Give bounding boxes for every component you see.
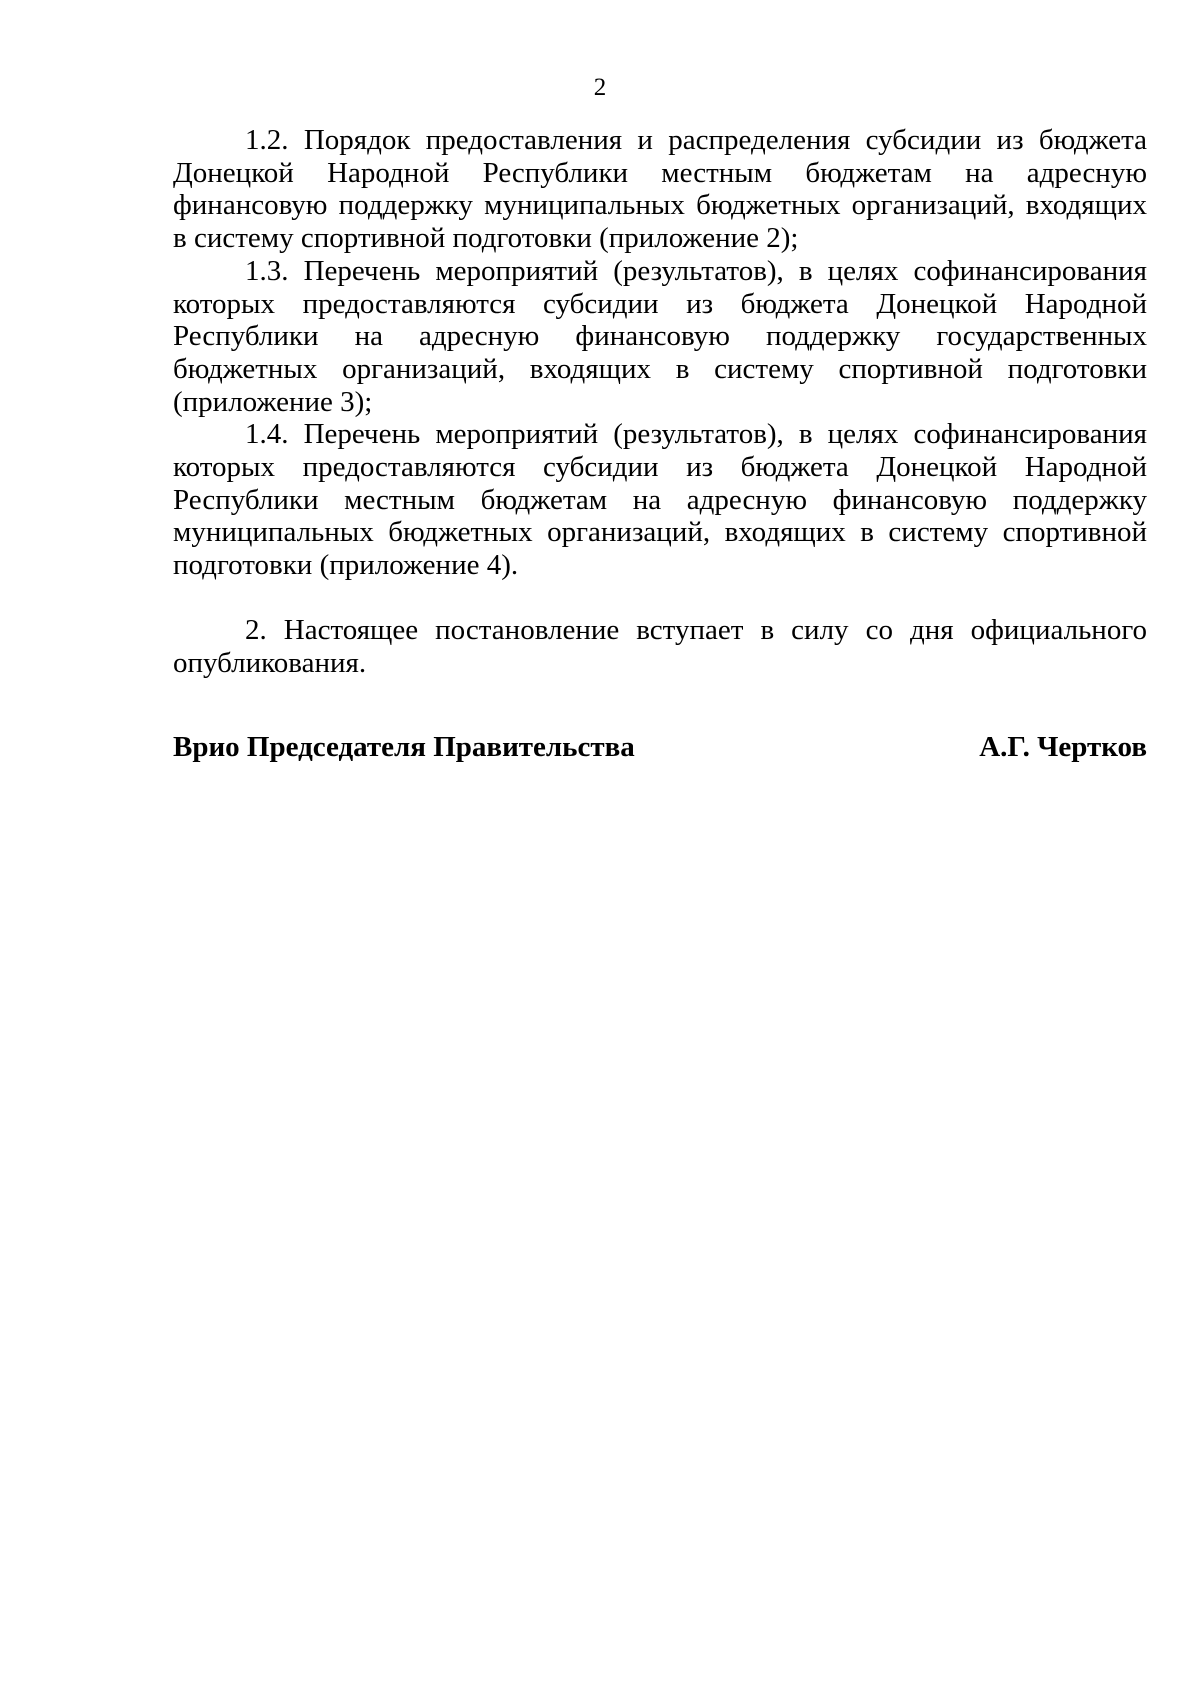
paragraph-2: 2. Настоящее постановление вступает в силу со дня официального опубликования. <box>173 613 1147 679</box>
signatory-name: А.Г. Чертков <box>979 731 1147 763</box>
signatory-title: Врио Председателя Правительства <box>173 731 635 763</box>
document-body <box>173 124 1147 679</box>
paragraph-1-4: 1.4. Перечень мероприятий (результатов), в целях софинансирования которых предоставляются субсидии из бюджета Донецкой Народной Республики местным бюджетам на адресную финансовую поддержку муниципальных бюджетных организаций, входящих в систему спортивной подготовки (приложение 4). <box>173 418 1147 582</box>
paragraph-1-2: 1.2. Порядок предоставления и распределения субсидии из бюджета Донецкой Народной Республики местным бюджетам на адресную финансовую поддержку муниципальных бюджетных организаций, входящих в систему спортивной подготовки (приложение 2); <box>173 124 1147 255</box>
paragraph-1-3: 1.3. Перечень мероприятий (результатов), в целях софинансирования которых предоставляются субсидии из бюджета Донецкой Народной Республики на адресную финансовую поддержку государственных бюджетных организаций, входящих в систему спортивной подготовки (приложение 3); <box>173 254 1147 418</box>
page-number: 2 <box>593 74 607 101</box>
